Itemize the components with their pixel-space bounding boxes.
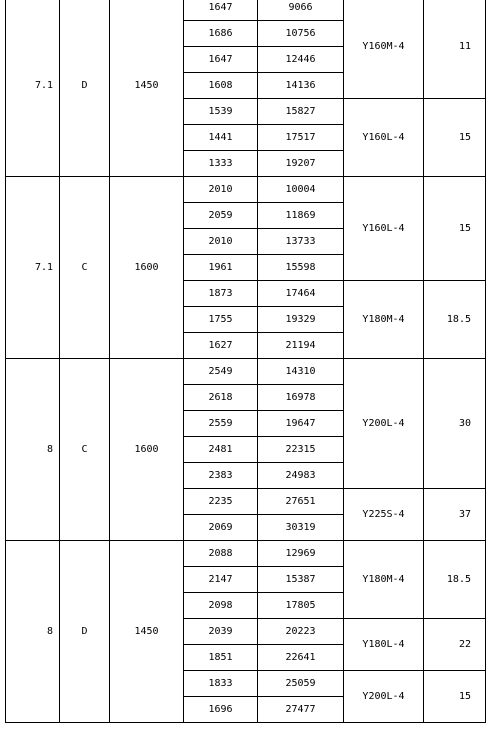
col-b-cell: D xyxy=(60,0,110,177)
flow-cell: 17805 xyxy=(258,593,344,619)
value-cell: 2069 xyxy=(184,515,258,541)
fan-spec-table xyxy=(5,0,486,723)
value-cell: 1833 xyxy=(184,671,258,697)
motor-model-cell: Y200L-4 xyxy=(344,671,424,723)
value-cell: 2098 xyxy=(184,593,258,619)
col-b-cell: C xyxy=(60,177,110,359)
value-cell: 1647 xyxy=(184,0,258,21)
value-cell: 1608 xyxy=(184,73,258,99)
flow-cell: 12969 xyxy=(258,541,344,567)
flow-cell: 13733 xyxy=(258,229,344,255)
table-row xyxy=(6,541,486,567)
col-c-cell: 1450 xyxy=(110,0,184,177)
flow-cell: 19207 xyxy=(258,151,344,177)
flow-cell: 30319 xyxy=(258,515,344,541)
col-a-cell: 7.1 xyxy=(6,0,60,177)
motor-power-cell: 18.5 xyxy=(424,281,486,359)
value-cell: 1851 xyxy=(184,645,258,671)
value-cell: 1873 xyxy=(184,281,258,307)
flow-cell: 22315 xyxy=(258,437,344,463)
motor-power-cell: 18.5 xyxy=(424,541,486,619)
flow-cell: 21194 xyxy=(258,333,344,359)
flow-cell: 16978 xyxy=(258,385,344,411)
value-cell: 2010 xyxy=(184,229,258,255)
flow-cell: 9066 xyxy=(258,0,344,21)
value-cell: 2059 xyxy=(184,203,258,229)
flow-cell: 19329 xyxy=(258,307,344,333)
flow-cell: 14136 xyxy=(258,73,344,99)
value-cell: 1755 xyxy=(184,307,258,333)
flow-cell: 20223 xyxy=(258,619,344,645)
flow-cell: 15827 xyxy=(258,99,344,125)
value-cell: 2559 xyxy=(184,411,258,437)
motor-model-cell: Y160M-4 xyxy=(344,0,424,99)
value-cell: 2549 xyxy=(184,359,258,385)
col-b-cell: D xyxy=(60,541,110,723)
flow-cell: 15387 xyxy=(258,567,344,593)
flow-cell: 24983 xyxy=(258,463,344,489)
motor-power-cell: 15 xyxy=(424,671,486,723)
motor-model-cell: Y180M-4 xyxy=(344,281,424,359)
value-cell: 2147 xyxy=(184,567,258,593)
value-cell: 1441 xyxy=(184,125,258,151)
flow-cell: 17464 xyxy=(258,281,344,307)
flow-cell: 14310 xyxy=(258,359,344,385)
value-cell: 1961 xyxy=(184,255,258,281)
value-cell: 1333 xyxy=(184,151,258,177)
flow-cell: 17517 xyxy=(258,125,344,151)
value-cell: 1696 xyxy=(184,697,258,723)
value-cell: 2235 xyxy=(184,489,258,515)
table-row xyxy=(6,359,486,385)
col-a-cell: 7.1 xyxy=(6,177,60,359)
value-cell: 2383 xyxy=(184,463,258,489)
value-cell: 1647 xyxy=(184,47,258,73)
motor-model-cell: Y200L-4 xyxy=(344,359,424,489)
flow-cell: 27651 xyxy=(258,489,344,515)
table-row xyxy=(6,177,486,203)
col-c-cell: 1450 xyxy=(110,541,184,723)
flow-cell: 22641 xyxy=(258,645,344,671)
motor-model-cell: Y225S-4 xyxy=(344,489,424,541)
col-a-cell: 8 xyxy=(6,541,60,723)
value-cell: 2039 xyxy=(184,619,258,645)
motor-model-cell: Y180M-4 xyxy=(344,541,424,619)
table-row xyxy=(6,0,486,21)
motor-power-cell: 11 xyxy=(424,0,486,99)
flow-cell: 12446 xyxy=(258,47,344,73)
col-c-cell: 1600 xyxy=(110,359,184,541)
value-cell: 2010 xyxy=(184,177,258,203)
flow-cell: 25059 xyxy=(258,671,344,697)
col-a-cell: 8 xyxy=(6,359,60,541)
motor-model-cell: Y160L-4 xyxy=(344,99,424,177)
value-cell: 2088 xyxy=(184,541,258,567)
value-cell: 2481 xyxy=(184,437,258,463)
motor-power-cell: 30 xyxy=(424,359,486,489)
motor-model-cell: Y160L-4 xyxy=(344,177,424,281)
flow-cell: 10004 xyxy=(258,177,344,203)
table-body xyxy=(6,0,486,723)
motor-power-cell: 15 xyxy=(424,177,486,281)
motor-power-cell: 22 xyxy=(424,619,486,671)
value-cell: 1539 xyxy=(184,99,258,125)
flow-cell: 27477 xyxy=(258,697,344,723)
col-b-cell: C xyxy=(60,359,110,541)
motor-power-cell: 37 xyxy=(424,489,486,541)
flow-cell: 19647 xyxy=(258,411,344,437)
flow-cell: 15598 xyxy=(258,255,344,281)
value-cell: 1686 xyxy=(184,21,258,47)
flow-cell: 10756 xyxy=(258,21,344,47)
value-cell: 2618 xyxy=(184,385,258,411)
flow-cell: 11869 xyxy=(258,203,344,229)
motor-model-cell: Y180L-4 xyxy=(344,619,424,671)
col-c-cell: 1600 xyxy=(110,177,184,359)
motor-power-cell: 15 xyxy=(424,99,486,177)
value-cell: 1627 xyxy=(184,333,258,359)
